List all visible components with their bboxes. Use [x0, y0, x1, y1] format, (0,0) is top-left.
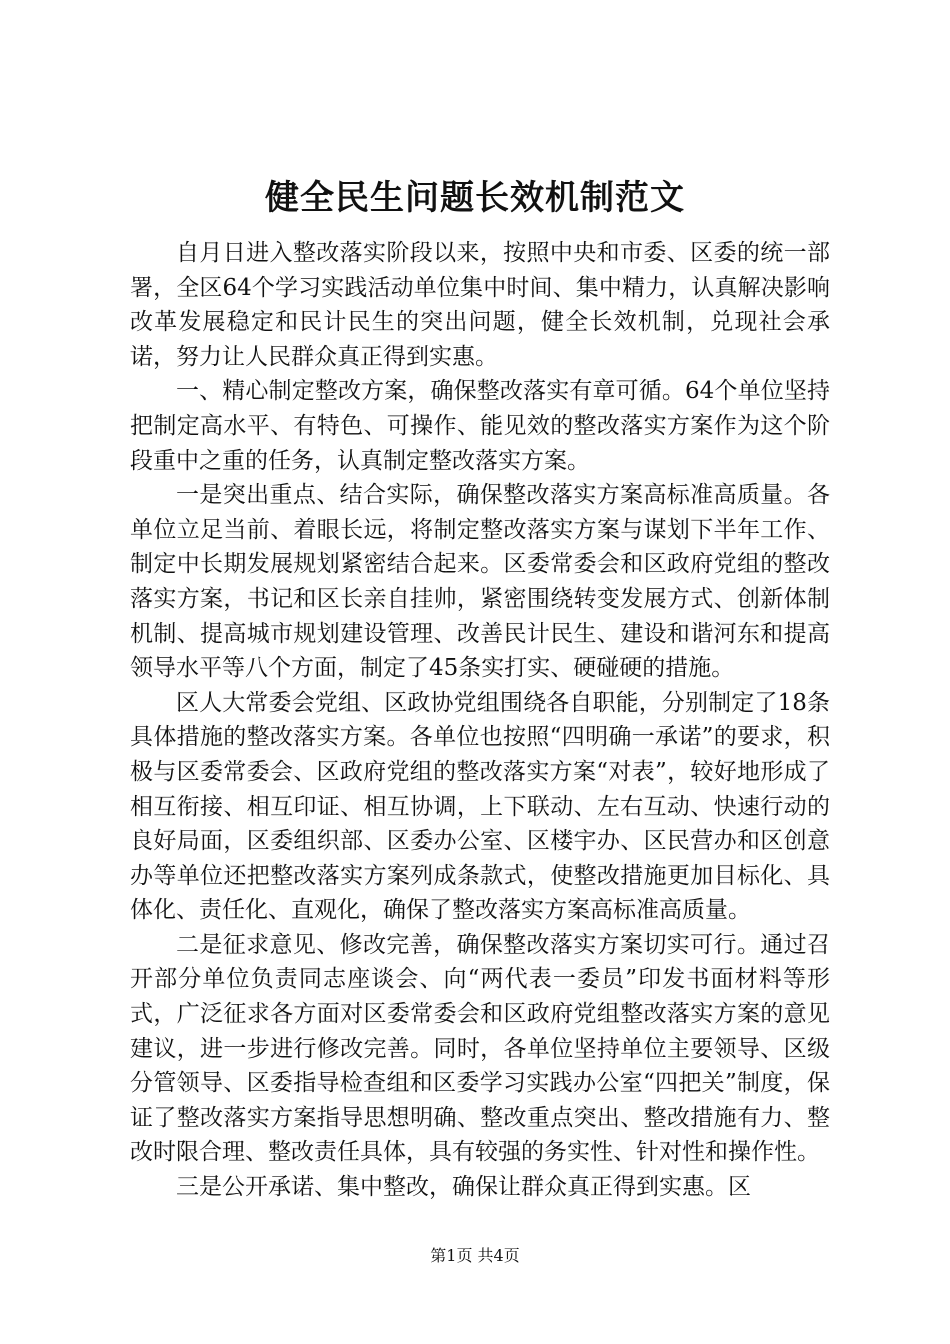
paragraph: 一是突出重点、结合实际，确保整改落实方案高标准高质量。各单位立足当前、着眼长远，将制定整改落实方案与谋划下半年工作、制定中长期发展规划紧密结合起来。区委常委会和区政府党组的整改落实方案，书记和区长亲自挂帅，紧密围绕转变发展方式、创新体制机制、提高城市规划建设管理、改善民计民生、建设和谐河东和提高领导水平等八个方面，制定了45条实打实、硬碰硬的措施。	[130, 482, 830, 682]
document-title: 健全民生问题长效机制范文	[265, 178, 685, 218]
paragraph: 区人大常委会党组、区政协党组围绕各自职能，分别制定了18条具体措施的整改落实方案。各单位也按照“四明确一承诺”的要求，积极与区委常委会、区政府党组的整改落实方案“对表”，较好地形成了相互衔接、相互印证、相互协调，上下联动、左右互动、快速行动的良好局面，区委组织部、区委办公室、区楼宇办、区民营办和区创意办等单位还把整改落实方案列成条款式，使整改措施更加目标化、具体化、责任化、直观化，确保了整改落实方案高标准高质量。	[130, 689, 830, 924]
paragraph: 自月日进入整改落实阶段以来，按照中央和市委、区委的统一部署，全区64个学习实践活动单位集中时间、集中精力，认真解决影响改革发展稳定和民计民生的突出问题，健全长效机制，兑现社会承诺，努力让人民群众真正得到实惠。	[130, 240, 830, 370]
paragraph: 二是征求意见、修改完善，确保整改落实方案切实可行。通过召开部分单位负责同志座谈会、向“两代表一委员”印发书面材料等形式，广泛征求各方面对区委常委会和区政府党组整改落实方案的意见建议，进一步进行修改完善。同时，各单位坚持单位主要领导、区级分管领导、区委指导检查组和区委学习实践办公室“四把关”制度，保证了整改落实方案指导思想明确、整改重点突出、整改措施有力、整改时限合理、整改责任具体，具有较强的务实性、针对性和操作性。	[130, 931, 830, 1166]
paragraph: 三是公开承诺、集中整改，确保让群众真正得到实惠。区	[176, 1174, 751, 1201]
document-body	[130, 236, 830, 1205]
page-footer: 第1页 共4页	[430, 1246, 520, 1265]
paragraph: 一、精心制定整改方案，确保整改落实有章可循。64个单位坚持把制定高水平、有特色、可操作、能见效的整改落实方案作为这个阶段重中之重的任务，认真制定整改落实方案。	[130, 378, 830, 474]
